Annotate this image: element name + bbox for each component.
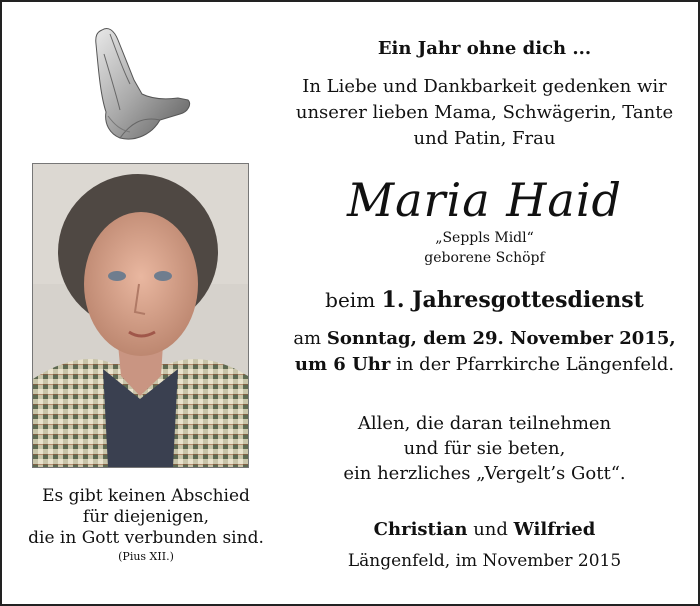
service-line (272, 287, 697, 313)
birth-name: geborene Schöpf (424, 250, 545, 266)
service-title: 1. Jahresgottesdienst (381, 287, 644, 313)
headline: Ein Jahr ohne dich ... (377, 38, 592, 59)
quote-block (12, 486, 280, 564)
portrait-photo (32, 163, 249, 468)
time-bold: um 6 Uhr (294, 354, 391, 375)
quote-source: (Pius XII.) (118, 550, 174, 563)
service-prefix: beim (325, 288, 376, 312)
signature (272, 518, 697, 542)
intro-line: und Patin, Frau (413, 128, 556, 149)
thanks-line: Allen, die daran teilnehmen (357, 413, 612, 434)
signature-name-1: Christian (373, 519, 468, 540)
thanks-line: und für sie beten, (403, 438, 566, 459)
thanks-line: ein herzliches „Vergelt’s Gott“. (343, 463, 626, 484)
location-text: in der Pfarrkirche Längenfeld. (396, 354, 675, 375)
quote-line: Es gibt keinen Abschied (42, 486, 250, 506)
thanks-text (272, 411, 697, 486)
quote-line: für diejenigen, (82, 507, 210, 527)
date-prefix: am (293, 328, 322, 349)
intro-line: unserer lieben Mama, Schwägerin, Tante (295, 102, 674, 123)
service-date (272, 326, 697, 378)
praying-hands-icon (90, 24, 194, 146)
quote-line: die in Gott verbunden sind. (28, 528, 264, 548)
intro-text (272, 74, 697, 152)
signature-und: und (473, 519, 508, 540)
date-bold: Sonntag, dem 29. November 2015, (326, 328, 676, 349)
signature-name-2: Wilfried (513, 519, 596, 540)
intro-line: In Liebe und Dankbarkeit gedenken wir (302, 76, 667, 97)
nickname: „Seppls Midl“ (435, 230, 534, 246)
deceased-name: Maria Haid (347, 173, 622, 227)
place-date: Längenfeld, im November 2015 (347, 551, 622, 571)
